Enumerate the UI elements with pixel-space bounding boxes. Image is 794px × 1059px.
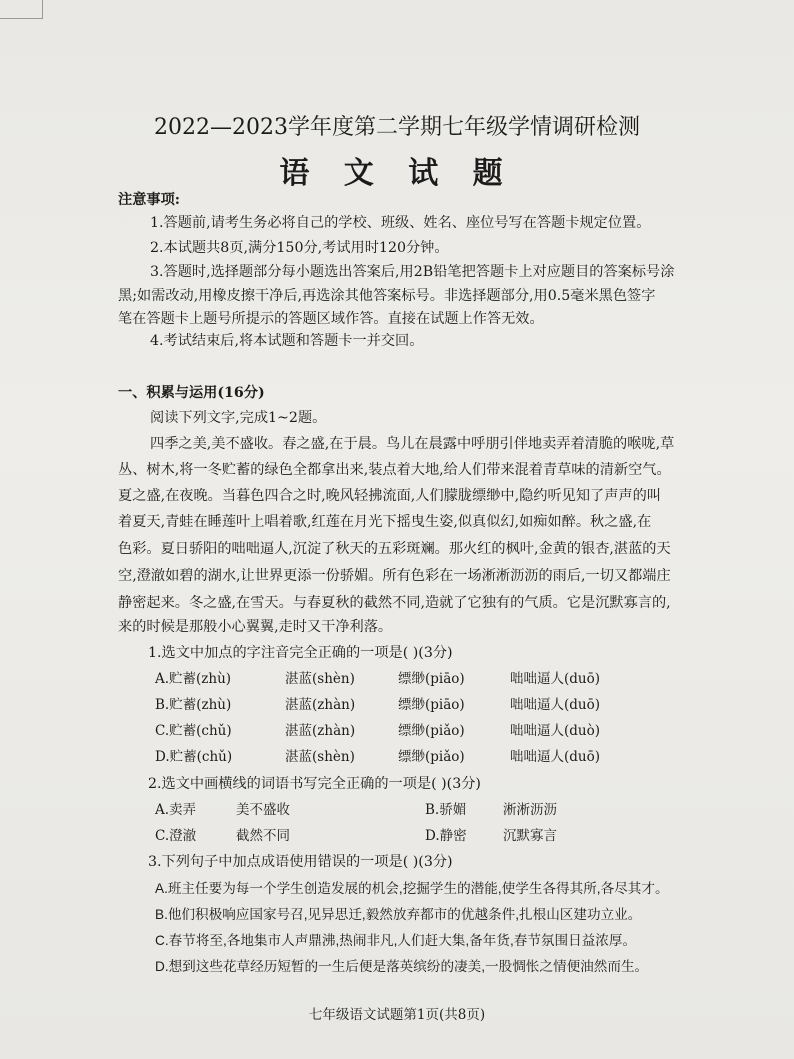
passage-line: 色彩。夏日骄阳的咄咄逼人,沉淀了秋天的五彩斑斓。那火红的枫叶,金黄的银杏,湛蓝的天 bbox=[118, 541, 671, 557]
q1-option-d: 咄咄逼人(duō) bbox=[510, 749, 600, 765]
question-3-stem: 3.下列句子中加点成语使用错误的一项是( )(3分) bbox=[148, 854, 453, 870]
q2-option-a: 美不盛收 bbox=[236, 802, 290, 818]
question-2-stem: 2.选文中画横线的词语书写完全正确的一项是( )(3分) bbox=[148, 776, 481, 792]
passage-line: 着夏天,青蛙在睡莲叶上唱着歌,红莲在月光下摇曳生姿,似真似幻,如痴如醉。秋之盛,在 bbox=[118, 514, 652, 530]
notice-item: 1.答题前,请考生务必将自己的学校、班级、姓名、座位号写在答题卡规定位置。 bbox=[150, 215, 651, 231]
notice-item: 4.考试结束后,将本试题和答题卡一并交回。 bbox=[150, 333, 424, 349]
section-heading: 一、积累与运用(16分) bbox=[118, 385, 265, 401]
q3-option-a: A.班主任要为每一个学生创造发展的机会,挖掘学生的潜能,使学生各得其所,各尽其才。 bbox=[155, 881, 669, 896]
q2-option-c: 截然不同 bbox=[236, 828, 290, 844]
subject-title: 语 文 试 题 bbox=[279, 156, 515, 191]
q3-option-d: D.想到这些花草经历短暂的一生后便是落英缤纷的凄美,一股惆怅之情便油然而生。 bbox=[155, 959, 649, 974]
passage-line: 静密起来。冬之盛,在雪天。与春夏秋的截然不同,造就了它独有的气质。它是沉默寡言的, bbox=[118, 595, 671, 611]
question-1-stem: 1.选文中加点的字注音完全正确的一项是( )(3分) bbox=[148, 645, 453, 661]
q1-option-b: 湛蓝(zhàn) bbox=[285, 697, 356, 713]
q2-option-d: D.静密 bbox=[425, 828, 467, 844]
passage-line: 四季之美,美不盛收。春之盛,在于晨。鸟儿在晨露中呼朋引伴地卖弄着清脆的喉咙,草 bbox=[150, 436, 675, 452]
passage-line: 丛、树木,将一冬贮蓄的绿色全都拿出来,装点着大地,给人们带来混着青草味的清新空气。 bbox=[118, 462, 671, 478]
q1-option-b: 咄咄逼人(duō) bbox=[510, 697, 600, 713]
q1-option-a: A.贮蓄(zhù) bbox=[155, 671, 232, 687]
q2-option-b: B.骄媚 bbox=[425, 802, 467, 818]
q3-option-b: B.他们积极响应国家号召,见异思迁,毅然放弃都市的优越条件,扎根山区建功立业。 bbox=[155, 907, 642, 922]
q1-option-c: 湛蓝(zhàn) bbox=[285, 723, 356, 739]
q1-option-a: 缥缈(piāo) bbox=[398, 671, 465, 687]
q3-option-c: C.春节将至,各地集市人声鼎沸,热闹非凡,人们赶大集,备年货,春节氛围日益浓厚。 bbox=[155, 933, 637, 948]
q2-option-b: 淅淅沥沥 bbox=[503, 802, 557, 818]
page-footer: 七年级语文试题第1页(共8页) bbox=[308, 1007, 486, 1023]
corner-mark bbox=[0, 0, 43, 19]
q1-option-c: 缥缈(piǎo) bbox=[398, 723, 465, 739]
q1-option-d: 缥缈(piǎo) bbox=[398, 749, 465, 765]
q1-option-a: 咄咄逼人(duō) bbox=[510, 671, 600, 687]
exam-title: 2022—2023学年度第二学期七年级学情调研检测 bbox=[154, 115, 640, 140]
passage-line: 空,澄澈如碧的湖水,让世界更添一份骄媚。所有色彩在一场淅淅沥沥的雨后,一切又都端庄 bbox=[118, 568, 671, 584]
q1-option-b: B.贮蓄(zhù) bbox=[155, 697, 232, 713]
q2-option-a: A.卖弄 bbox=[155, 802, 197, 818]
q2-option-c: C.澄澈 bbox=[155, 828, 197, 844]
notice-item: 2.本试题共8页,满分150分,考试用时120分钟。 bbox=[150, 240, 449, 256]
notice-heading: 注意事项: bbox=[118, 192, 180, 208]
notice-item: 黑;如需改动,用橡皮擦干净后,再选涂其他答案标号。非选择题部分,用0.5毫米黑色签字 bbox=[118, 288, 656, 304]
q1-option-c: 咄咄逼人(duò) bbox=[510, 723, 600, 739]
q1-option-d: D.贮蓄(chǔ) bbox=[155, 749, 233, 765]
q1-option-a: 湛蓝(shèn) bbox=[285, 671, 355, 687]
passage-line: 夏之盛,在夜晚。当暮色四合之时,晚风轻拂流面,人们朦胧缥缈中,隐约听见知了声声的叫 bbox=[118, 488, 661, 504]
q1-option-d: 湛蓝(shèn) bbox=[285, 749, 355, 765]
passage-instruction: 阅读下列文字,完成1~2题。 bbox=[150, 410, 327, 426]
notice-item: 3.答题时,选择题部分每小题选出答案后,用2B铅笔把答题卡上对应题目的答案标号涂 bbox=[150, 264, 675, 280]
q1-option-b: 缥缈(piāo) bbox=[398, 697, 465, 713]
q2-option-d: 沉默寡言 bbox=[503, 828, 557, 844]
passage-line: 来的时候是那般小心翼翼,走时又干净利落。 bbox=[118, 619, 393, 635]
notice-item: 笔在答题卡上题号所提示的答题区域作答。直接在试题上作答无效。 bbox=[118, 311, 544, 327]
q1-option-c: C.贮蓄(chǔ) bbox=[155, 723, 232, 739]
